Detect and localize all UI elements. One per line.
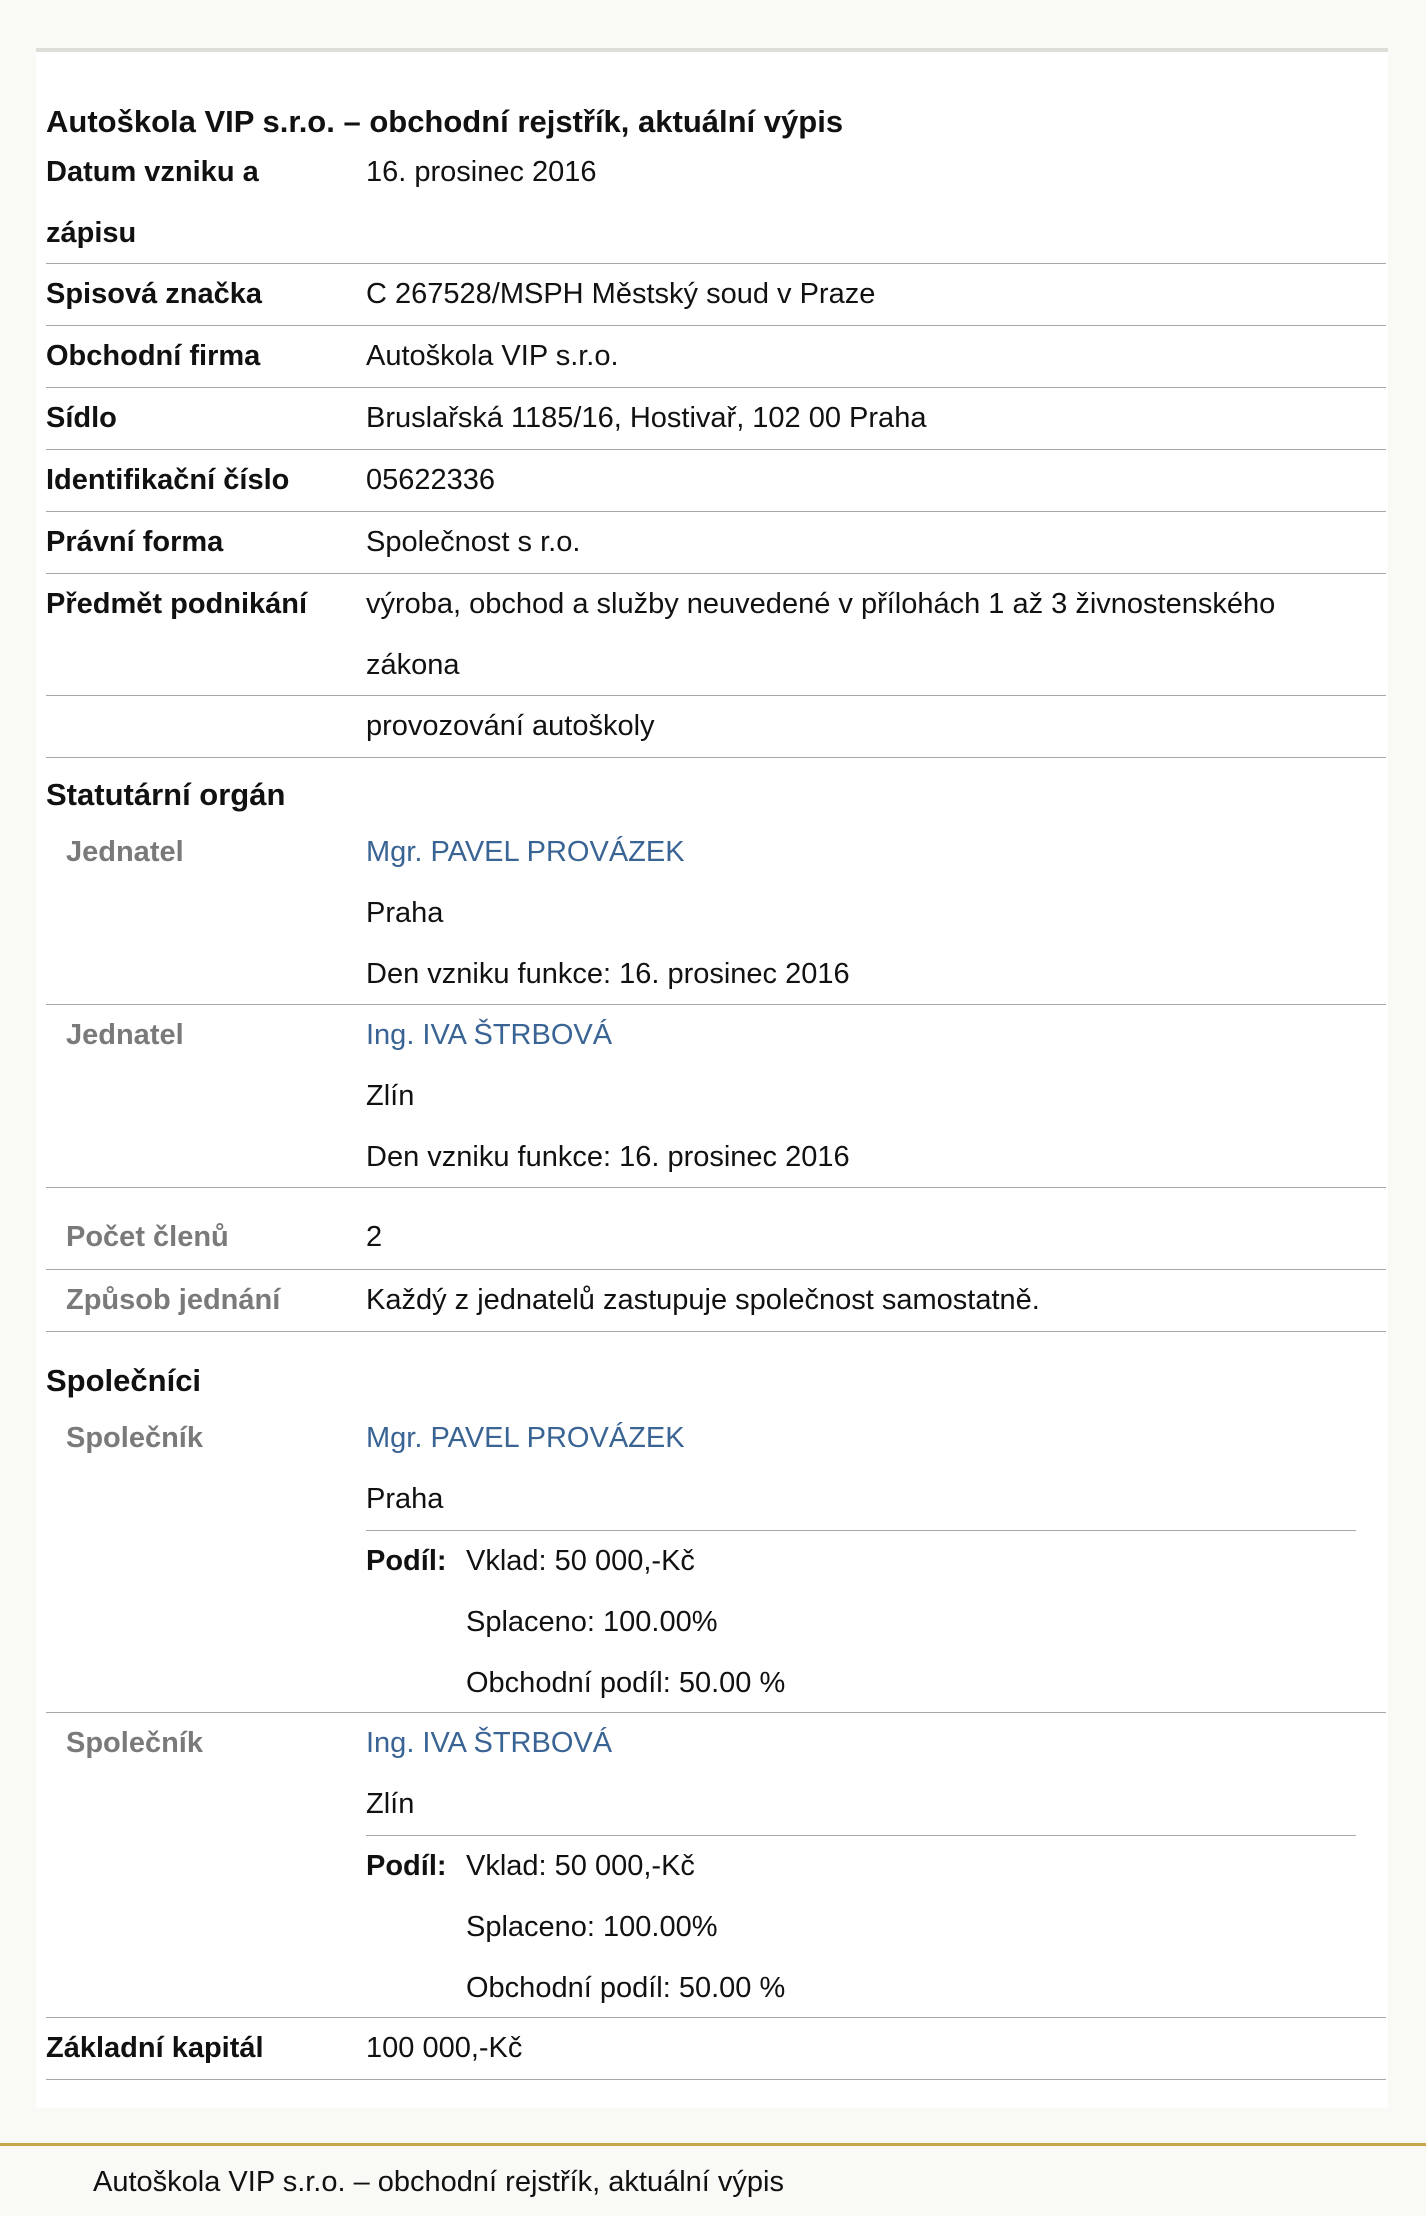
row-legal-form bbox=[46, 512, 1386, 574]
share-values bbox=[466, 1836, 785, 2019]
footer-text: Autoškola VIP s.r.o. – obchodní rejstřík, aktuální výpis bbox=[93, 2166, 784, 2198]
seat-label: Sídlo bbox=[46, 402, 117, 434]
member-details bbox=[366, 1005, 1376, 1188]
row-capital bbox=[46, 2018, 1386, 2080]
member-role: Jednatel bbox=[66, 1019, 184, 1051]
business-activity-value-2: provozování autoškoly bbox=[366, 710, 655, 742]
partner-item bbox=[46, 1408, 1386, 1713]
member-since: Den vzniku funkce: 16. prosinec 2016 bbox=[366, 1141, 850, 1173]
founded-value: 16. prosinec 2016 bbox=[366, 156, 597, 188]
file-number-label: Spisová značka bbox=[46, 278, 262, 310]
partner-role: Společník bbox=[66, 1422, 203, 1454]
row-business-activity-2 bbox=[46, 696, 1386, 758]
firm-label: Obchodní firma bbox=[46, 340, 261, 372]
register-extract-card bbox=[36, 48, 1388, 2108]
member-name-link[interactable]: Mgr. PAVEL PROVÁZEK bbox=[366, 836, 685, 868]
partner-details bbox=[366, 1713, 1376, 1835]
row-file-number bbox=[46, 264, 1386, 326]
partner-name-link[interactable]: Mgr. PAVEL PROVÁZEK bbox=[366, 1422, 685, 1454]
capital-value: 100 000,-Kč bbox=[366, 2032, 523, 2064]
member-count-value: 2 bbox=[366, 1221, 383, 1253]
share-ratio: Obchodní podíl: 50.00 % bbox=[466, 1972, 786, 2004]
share-label: Podíl: bbox=[366, 1850, 447, 1882]
statutory-member bbox=[46, 822, 1386, 1005]
conduct-value: Každý z jednatelů zastupuje společnost samostatně. bbox=[366, 1284, 1040, 1316]
share-paid: Splaceno: 100.00% bbox=[466, 1911, 718, 1943]
business-activity-label: Předmět podnikání bbox=[46, 588, 308, 620]
partner-item bbox=[46, 1713, 1386, 2018]
share-label: Podíl: bbox=[366, 1545, 447, 1577]
seat-value: Bruslařská 1185/16, Hostivař, 102 00 Praha bbox=[366, 402, 927, 434]
member-city: Zlín bbox=[366, 1080, 415, 1112]
share-paid: Splaceno: 100.00% bbox=[466, 1606, 718, 1638]
row-conduct bbox=[46, 1270, 1386, 1332]
row-business-activity bbox=[46, 574, 1386, 696]
legal-form-label: Právní forma bbox=[46, 526, 224, 558]
member-since: Den vzniku funkce: 16. prosinec 2016 bbox=[366, 958, 850, 990]
share-deposit: Vklad: 50 000,-Kč bbox=[466, 1545, 695, 1577]
business-activity-value: výroba, obchod a služby neuvedené v přílohách 1 až 3 živnostenského zákona bbox=[366, 588, 1276, 681]
row-firm bbox=[46, 326, 1386, 388]
statutory-member bbox=[46, 1005, 1386, 1188]
capital-label: Základní kapitál bbox=[46, 2032, 264, 2064]
id-number-value: 05622336 bbox=[366, 464, 496, 496]
partner-city: Praha bbox=[366, 1483, 444, 1515]
share-ratio: Obchodní podíl: 50.00 % bbox=[466, 1667, 786, 1699]
row-founded bbox=[46, 142, 1386, 264]
partner-role: Společník bbox=[66, 1727, 203, 1759]
page-title: Autoškola VIP s.r.o. – obchodní rejstřík, aktuální výpis bbox=[46, 104, 844, 139]
legal-form-value: Společnost s r.o. bbox=[366, 526, 581, 558]
firm-value: Autoškola VIP s.r.o. bbox=[366, 340, 619, 372]
partner-name-link[interactable]: Ing. IVA ŠTRBOVÁ bbox=[366, 1727, 613, 1759]
row-seat bbox=[46, 388, 1386, 450]
id-number-label: Identifikační číslo bbox=[46, 464, 290, 496]
row-member-count bbox=[46, 1205, 1386, 1270]
partner-share bbox=[366, 1530, 1356, 1713]
partner-share bbox=[366, 1835, 1356, 2018]
member-name-link[interactable]: Ing. IVA ŠTRBOVÁ bbox=[366, 1019, 613, 1051]
member-city: Praha bbox=[366, 897, 444, 929]
statutory-heading: Statutární orgán bbox=[46, 777, 286, 812]
partner-details bbox=[366, 1408, 1376, 1530]
partner-city: Zlín bbox=[366, 1788, 415, 1820]
share-values bbox=[466, 1531, 785, 1714]
member-details bbox=[366, 822, 1376, 1005]
member-count-label: Počet členů bbox=[66, 1221, 229, 1253]
founded-label: Datum vzniku a zápisu bbox=[46, 156, 259, 249]
row-id-number bbox=[46, 450, 1386, 512]
share-deposit: Vklad: 50 000,-Kč bbox=[466, 1850, 695, 1882]
member-role: Jednatel bbox=[66, 836, 184, 868]
conduct-label: Způsob jednání bbox=[66, 1284, 281, 1316]
footer-divider bbox=[0, 2143, 1426, 2146]
file-number-value: C 267528/MSPH Městský soud v Praze bbox=[366, 278, 876, 310]
partners-heading: Společníci bbox=[46, 1363, 202, 1398]
